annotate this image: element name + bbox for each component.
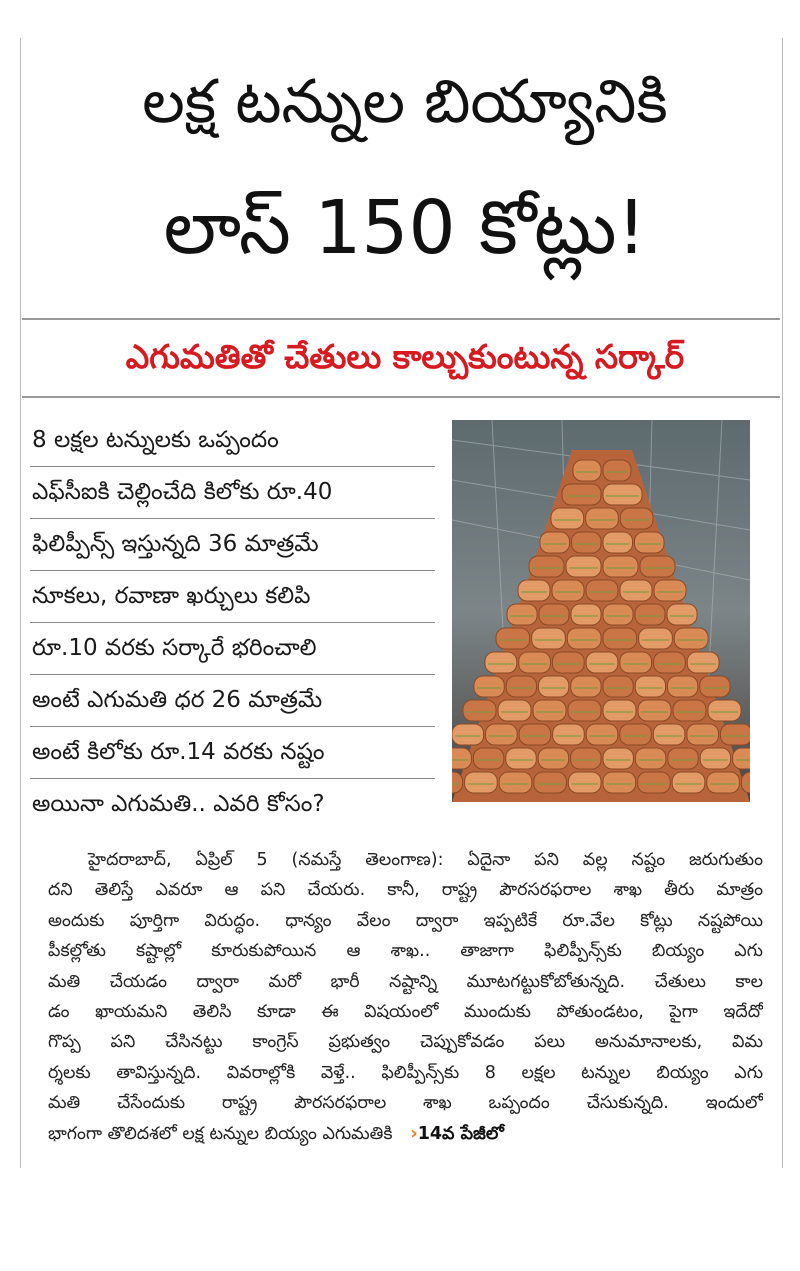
continued-on-page-link[interactable]: 14వ పేజీలో <box>417 1123 504 1144</box>
rice-sack <box>603 748 633 769</box>
rice-sack <box>474 676 504 697</box>
rice-sack <box>473 748 503 769</box>
rice-sack <box>603 484 642 505</box>
rice-sack <box>506 676 536 697</box>
article-line: మతి చేయడం ద్వారా మరో భారీ నష్టాన్ని మూటగట్టుకోబోతున్నది. చేతులు కాల <box>48 971 763 992</box>
rice-sack <box>673 700 706 721</box>
article-line: ర్శలకు తావిస్తున్నది. వివరాల్లోకి వెళ్తే.. ఫిలిప్పీన్స్‌కు 8 లక్షల టన్నుల బియ్యం ఎగు <box>48 1062 763 1083</box>
rice-sack <box>653 724 685 745</box>
rice-sack <box>572 532 602 553</box>
rice-sack <box>603 556 638 577</box>
rice-sack <box>668 676 698 697</box>
right-column-rule <box>782 38 783 1168</box>
rice-sack <box>552 580 584 601</box>
highlight-point: అయినా ఎగుమతి.. ఎవరి కోసం? <box>32 791 325 817</box>
article-line: దని తెలిస్తే ఎవరూ ఆ పని చేయరు. కానీ, రాష్ట్ర పౌరసరఫరాల శాఖ తీరు మాత్రం <box>48 880 763 901</box>
rice-sack <box>452 748 471 769</box>
rice-sack <box>640 556 675 577</box>
rice-sack <box>603 700 636 721</box>
subheadline-bottom-rule <box>22 396 780 398</box>
rice-sack <box>486 724 518 745</box>
highlight-point: ఫిలిప్పీన్స్ ఇస్తున్నది 36 మాత్రమే <box>30 519 435 571</box>
rice-sack <box>603 772 636 793</box>
rice-sack <box>635 676 665 697</box>
rice-sack <box>720 724 750 745</box>
rice-sack <box>529 556 564 577</box>
rice-sack <box>603 676 633 697</box>
rice-sack <box>465 772 498 793</box>
rice-sack <box>571 748 601 769</box>
highlight-point: ఎఫ్‌సీఐకి చెల్లించేది కిలోకు రూ.40 <box>30 467 435 519</box>
rice-sack <box>586 508 619 529</box>
rice-sack <box>620 652 652 673</box>
rice-sack <box>707 772 740 793</box>
rice-sack <box>496 628 530 649</box>
rice-sack <box>518 580 550 601</box>
highlight-point: నూకలు, రవాణా ఖర్చులు కలిపి <box>30 571 435 623</box>
rice-sack <box>586 652 618 673</box>
rice-sack <box>485 652 517 673</box>
rice-sack <box>507 604 537 625</box>
rice-sack <box>654 652 686 673</box>
rice-sack <box>452 772 463 793</box>
rice-sack <box>603 532 633 553</box>
article-body <box>48 845 763 1149</box>
article-line-text: భాగంగా తొలిదశలో లక్ష టన్నుల బియ్యం ఎగుమతికి <box>48 1123 393 1144</box>
continued-arrow-icon: › <box>410 1123 418 1144</box>
rice-sack <box>452 724 484 745</box>
rice-sack <box>667 604 697 625</box>
rice-sack <box>463 700 496 721</box>
rice-sack <box>499 772 532 793</box>
rice-sack <box>551 508 584 529</box>
rice-sack <box>498 700 531 721</box>
rice-sack <box>568 700 601 721</box>
rice-sack <box>638 772 671 793</box>
subheadline-top-rule <box>22 318 780 320</box>
rice-sack <box>687 652 719 673</box>
rice-sack <box>532 628 566 649</box>
rice-sack <box>654 580 686 601</box>
rice-sack <box>573 460 601 481</box>
rice-sack <box>668 748 698 769</box>
rice-bags-photo <box>452 420 750 802</box>
article-line: మతి చేసేందుకు రాష్ట్ర పౌరసరఫరాల శాఖ ఒప్పందం చేసుకున్నది. ఇందులో <box>48 1093 763 1114</box>
headline-line-1: లక్ష టన్నుల బియ్యానికి <box>142 67 668 137</box>
subheadline: ఎగుమతితో చేతులు కాల్చుకుంటున్న సర్కార్ <box>125 337 685 376</box>
rice-sack <box>539 604 569 625</box>
rice-sack <box>568 772 601 793</box>
rice-sack <box>566 556 601 577</box>
rice-sack <box>674 628 708 649</box>
rice-sack <box>571 676 601 697</box>
article-line: గొప్ప పని చేసినట్టు కాంగ్రెస్ ప్రభుత్వం చెప్పుకోవడం పలు అనుమానాలకు, విమ <box>48 1032 763 1053</box>
article-line: హైదరాబాద్, ఏప్రిల్ 5 (నమస్తే తెలంగాణ): ఏదైనా పని వల్ల నష్టం జరుగుతుం <box>88 850 763 870</box>
rice-sack <box>635 748 665 769</box>
rice-sack <box>534 772 567 793</box>
rice-sack <box>540 532 570 553</box>
rice-sack <box>708 700 741 721</box>
rice-sack <box>586 580 618 601</box>
rice-sack <box>733 748 750 769</box>
highlight-point: రూ.10 వరకు సర్కారే భరించాలి <box>30 623 435 675</box>
rice-sack <box>562 484 601 505</box>
article-last-line <box>48 1119 763 1149</box>
rice-sack <box>519 724 551 745</box>
rice-sack <box>586 724 618 745</box>
rice-sack <box>603 604 633 625</box>
rice-sack <box>538 748 568 769</box>
rice-sack <box>571 604 601 625</box>
rice-sack <box>620 724 652 745</box>
rice-sack <box>672 772 705 793</box>
left-column-rule <box>20 38 21 1168</box>
rice-bags-illustration <box>452 420 750 802</box>
highlight-point: అంటే కిలోకు రూ.14 వరకు నష్టం <box>30 727 435 779</box>
rice-sack <box>552 652 584 673</box>
rice-sack <box>620 580 652 601</box>
rice-sack <box>700 676 730 697</box>
highlight-point: 8 లక్షల టన్నులకు ఒప్పందం <box>30 415 435 467</box>
rice-sack <box>603 460 631 481</box>
rice-sack <box>553 724 585 745</box>
rice-sack <box>620 508 653 529</box>
rice-sack <box>638 700 671 721</box>
rice-sack <box>603 628 637 649</box>
rice-sack <box>635 604 665 625</box>
rice-sack <box>567 628 601 649</box>
rice-sack <box>539 676 569 697</box>
rice-sack <box>687 724 719 745</box>
rice-sack <box>506 748 536 769</box>
article-line: డం ఖాయమని తెలిసి కూడా ఈ విషయంలో ముందుకు పోతుండటం, పైగా ఇదేదో <box>48 1002 763 1023</box>
article-line: పీకల్లోతు కష్టాల్లో కూరుకుపోయిన ఆ శాఖ.. తాజాగా ఫిలిప్పీన్స్‌కు బియ్యం ఎగు <box>48 941 763 962</box>
rice-sack <box>639 628 673 649</box>
rice-sack <box>635 532 665 553</box>
headline-line-2: లాస్ 150 కోట్లు! <box>163 185 647 271</box>
highlight-point: అంటే ఎగుమతి ధర 26 మాత్రమే <box>30 675 435 727</box>
rice-sack <box>700 748 730 769</box>
article-line: అందుకు పూర్తిగా విరుద్ధం. ధాన్యం వేలం ద్వారా ఇప్పటికే రూ.వేల కోట్లు నష్టపోయి <box>48 910 763 931</box>
rice-sack <box>533 700 566 721</box>
highlight-points <box>30 415 435 831</box>
rice-sack <box>519 652 551 673</box>
